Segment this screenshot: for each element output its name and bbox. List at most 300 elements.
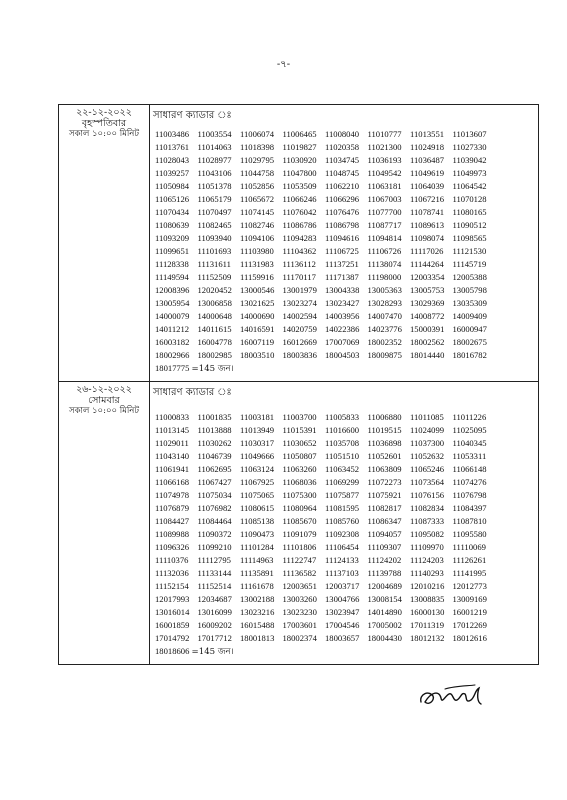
roll-number: 11080615 (240, 503, 275, 513)
roll-number: 18003657 (325, 633, 360, 643)
roll-number: 11096326 (155, 542, 190, 552)
roll-row (155, 284, 538, 297)
roll-number: 11070434 (155, 207, 190, 217)
roll-number: 18003510 (240, 350, 275, 360)
roll-number: 11003486 (155, 129, 190, 139)
roll-number: 11077700 (367, 207, 402, 217)
roll-number: 11086798 (325, 220, 360, 230)
roll-number: 11062210 (325, 181, 360, 191)
roll-number: 11011085 (410, 412, 444, 422)
roll-number: 11024099 (410, 425, 445, 435)
roll-number: 17011319 (410, 620, 445, 630)
roll-number: 11043106 (197, 168, 232, 178)
roll-number: 11152154 (155, 581, 189, 591)
roll-number: 11066148 (452, 464, 487, 474)
roll-row (155, 323, 538, 336)
roll-number: 11081595 (325, 503, 360, 513)
roll-number: 11030652 (282, 438, 317, 448)
roll-number: 18014440 (410, 350, 445, 360)
roll-number: 11094616 (325, 233, 360, 243)
roll-number: 11065246 (410, 464, 445, 474)
roll-number: 11036898 (367, 438, 402, 448)
roll-number: 11029011 (155, 438, 189, 448)
roll-number: 11095580 (452, 529, 487, 539)
roll-number: 14002594 (282, 311, 317, 321)
roll-number: 14011615 (197, 324, 232, 334)
roll-number: 11013145 (155, 425, 190, 435)
roll-number: 11063181 (367, 181, 402, 191)
session-row (59, 105, 539, 382)
roll-number: 18012132 (410, 633, 445, 643)
roll-number: 11086786 (282, 220, 317, 230)
roll-number: 11133144 (197, 568, 232, 578)
roll-number: 11076042 (282, 207, 317, 217)
roll-row (155, 310, 538, 323)
session-content-cell (150, 382, 539, 665)
roll-number: 11075034 (197, 490, 232, 500)
roll-number: 11093209 (155, 233, 190, 243)
roll-number: 11122747 (282, 555, 317, 565)
roll-number: 11138074 (367, 259, 402, 269)
roll-number: 11136112 (282, 259, 316, 269)
roll-number: 11020358 (325, 142, 360, 152)
roll-number: 11117026 (410, 246, 444, 256)
roll-number-grid (150, 411, 538, 645)
roll-number: 11063452 (325, 464, 360, 474)
roll-number: 11087717 (367, 220, 402, 230)
roll-number: 12017993 (155, 594, 190, 604)
roll-row (155, 437, 538, 450)
roll-number: 11063124 (240, 464, 275, 474)
roll-number: 11044758 (240, 168, 275, 178)
roll-number: 11082834 (410, 503, 445, 513)
roll-number: 17005002 (367, 620, 402, 630)
roll-number: 11091079 (282, 529, 317, 539)
signature-icon (415, 680, 495, 714)
roll-number: 11136582 (282, 568, 317, 578)
roll-number: 11072273 (367, 477, 402, 487)
roll-number: 11101284 (240, 542, 274, 552)
roll-number: 11089988 (155, 529, 190, 539)
roll-number: 13006858 (197, 298, 232, 308)
session-row (59, 382, 539, 665)
roll-row (155, 476, 538, 489)
last-roll-number: 18017775 (155, 363, 190, 373)
roll-number: 16012669 (282, 337, 317, 347)
roll-number: 11076879 (155, 503, 190, 513)
roll-number: 11073564 (410, 477, 445, 487)
roll-number: 11049542 (367, 168, 402, 178)
roll-row (155, 554, 538, 567)
roll-number: 16009202 (197, 620, 232, 630)
roll-number: 13023216 (240, 607, 275, 617)
roll-number: 13004338 (325, 285, 360, 295)
roll-number: 11008040 (325, 129, 360, 139)
roll-number: 11049666 (240, 451, 275, 461)
last-roll-number: 18018606 (155, 646, 190, 656)
roll-number: 11053311 (452, 451, 487, 461)
roll-number: 13005954 (155, 298, 190, 308)
roll-row (155, 424, 538, 437)
session-date: ২৬-১২-২০২২ (76, 384, 132, 395)
roll-number: 11090473 (240, 529, 275, 539)
roll-number: 14000690 (240, 311, 275, 321)
roll-number: 11084464 (197, 516, 232, 526)
roll-number: 11082465 (197, 220, 232, 230)
roll-number: 14003956 (325, 311, 360, 321)
roll-number: 11092308 (325, 529, 360, 539)
roll-number: 11019515 (367, 425, 402, 435)
roll-number: 18009875 (367, 350, 402, 360)
roll-row (155, 219, 538, 232)
session-date-cell (59, 105, 150, 382)
roll-number-grid (150, 128, 538, 362)
roll-number: 13008154 (367, 594, 402, 604)
roll-number: 16000130 (410, 607, 445, 617)
roll-row (155, 154, 538, 167)
roll-number: 11049619 (410, 168, 445, 178)
roll-row (155, 619, 538, 632)
roll-number: 11084397 (452, 503, 487, 513)
roll-number: 11171387 (325, 272, 359, 282)
roll-number: 11005833 (325, 412, 360, 422)
roll-number: 12010216 (410, 581, 445, 591)
roll-number: 11076156 (410, 490, 445, 500)
candidate-total: =145 জন। (191, 647, 234, 657)
roll-number: 11131983 (240, 259, 274, 269)
roll-number: 11050984 (155, 181, 190, 191)
roll-number: 13003260 (282, 594, 317, 604)
roll-row (155, 349, 538, 362)
roll-number: 11021300 (367, 142, 402, 152)
roll-number: 11053509 (282, 181, 317, 191)
roll-number: 11124133 (325, 555, 359, 565)
roll-number: 16001219 (452, 607, 487, 617)
session-time: সকাল ১০:০০ মিনিট (68, 129, 139, 139)
roll-number: 11099651 (155, 246, 190, 256)
roll-row (155, 297, 538, 310)
candidate-total: =145 জন। (191, 364, 234, 374)
roll-number: 11085760 (325, 516, 360, 526)
roll-number: 11087333 (410, 516, 445, 526)
roll-number: 11019827 (282, 142, 317, 152)
roll-number: 13028293 (367, 298, 402, 308)
roll-number: 11124203 (410, 555, 444, 565)
roll-row (155, 336, 538, 349)
roll-number: 11094283 (282, 233, 317, 243)
roll-number: 11094106 (240, 233, 275, 243)
roll-number: 11000833 (155, 412, 190, 422)
roll-number: 18002985 (197, 350, 232, 360)
roll-number: 11078741 (410, 207, 445, 217)
roll-number: 11043140 (155, 451, 190, 461)
roll-number: 14000079 (155, 311, 190, 321)
roll-number: 11028977 (197, 155, 232, 165)
roll-row (155, 180, 538, 193)
roll-number: 11030920 (282, 155, 317, 165)
roll-number: 11109307 (367, 542, 402, 552)
session-content-cell (150, 105, 539, 382)
roll-number: 17014792 (155, 633, 190, 643)
roll-row (155, 502, 538, 515)
roll-row (155, 245, 538, 258)
roll-number: 18012616 (452, 633, 487, 643)
roll-number: 18002675 (452, 337, 487, 347)
roll-number: 11149594 (155, 272, 189, 282)
roll-number: 11027330 (452, 142, 487, 152)
roll-number: 11090512 (452, 220, 487, 230)
roll-number: 13005798 (452, 285, 487, 295)
roll-row (155, 593, 538, 606)
roll-number: 11110376 (155, 555, 189, 565)
roll-number: 11112795 (197, 555, 231, 565)
roll-number: 11047800 (282, 168, 317, 178)
session-time: সকাল ১০:০০ মিনিট (68, 406, 139, 416)
roll-number: 11003554 (197, 129, 232, 139)
roll-number: 18003836 (282, 350, 317, 360)
roll-number: 18004503 (325, 350, 360, 360)
roll-number: 11052601 (367, 451, 402, 461)
roll-number: 11159916 (240, 272, 274, 282)
roll-number: 11068036 (282, 477, 317, 487)
total-line (150, 362, 538, 381)
roll-number: 18016782 (452, 350, 487, 360)
roll-number: 12012773 (452, 581, 487, 591)
roll-number: 11066296 (325, 194, 360, 204)
roll-number: 13023427 (325, 298, 360, 308)
roll-number: 11106725 (325, 246, 359, 256)
roll-number: 16004778 (197, 337, 232, 347)
roll-number: 11067925 (240, 477, 275, 487)
roll-row (155, 450, 538, 463)
roll-number: 11064039 (410, 181, 445, 191)
roll-number: 11104362 (282, 246, 317, 256)
roll-number: 11013607 (452, 129, 487, 139)
roll-row (155, 141, 538, 154)
roll-number: 16001859 (155, 620, 190, 630)
roll-number: 11052856 (240, 181, 275, 191)
roll-number: 11106454 (325, 542, 359, 552)
roll-row (155, 167, 538, 180)
roll-row (155, 528, 538, 541)
roll-number: 13005363 (367, 285, 402, 295)
roll-number: 11018398 (240, 142, 275, 152)
roll-number: 11035708 (325, 438, 360, 448)
roll-number: 11144264 (410, 259, 444, 269)
roll-number: 11109970 (410, 542, 444, 552)
roll-row (155, 515, 538, 528)
roll-number: 11065126 (155, 194, 190, 204)
roll-number: 11086347 (367, 516, 402, 526)
roll-number: 11080165 (452, 207, 487, 217)
roll-number: 12003354 (410, 272, 445, 282)
roll-number: 13001979 (282, 285, 317, 295)
roll-number: 14011212 (155, 324, 190, 334)
roll-number: 14007470 (367, 311, 402, 321)
roll-number: 11013888 (197, 425, 232, 435)
roll-number: 11114963 (240, 555, 274, 565)
total-line (150, 645, 538, 664)
roll-number: 11067003 (367, 194, 402, 204)
roll-number: 11152509 (197, 272, 232, 282)
roll-number: 11076798 (452, 490, 487, 500)
roll-row (155, 193, 538, 206)
roll-number: 11050807 (282, 451, 317, 461)
roll-number: 14009409 (452, 311, 487, 321)
roll-number: 11080639 (155, 220, 190, 230)
roll-number: 11075065 (240, 490, 275, 500)
roll-number: 17017712 (197, 633, 232, 643)
roll-number: 11087810 (452, 516, 487, 526)
roll-number: 11085670 (282, 516, 317, 526)
roll-number: 11082817 (367, 503, 402, 513)
roll-number: 11034745 (325, 155, 360, 165)
roll-number: 11063809 (367, 464, 402, 474)
roll-number: 11131611 (197, 259, 231, 269)
roll-number: 11128338 (155, 259, 189, 269)
roll-number: 11098074 (410, 233, 445, 243)
roll-number: 11037300 (410, 438, 445, 448)
roll-number: 17007069 (325, 337, 360, 347)
roll-number: 13023230 (282, 607, 317, 617)
session-date-cell (59, 382, 150, 665)
roll-number: 12020452 (197, 285, 232, 295)
roll-number: 11141995 (452, 568, 487, 578)
roll-number: 13005753 (410, 285, 445, 295)
roll-number: 13016014 (155, 607, 190, 617)
roll-row (155, 489, 538, 502)
roll-number: 11069299 (325, 477, 360, 487)
roll-number: 11052632 (410, 451, 445, 461)
roll-number: 11098565 (452, 233, 487, 243)
roll-number: 11006074 (240, 129, 275, 139)
roll-number: 11095082 (410, 529, 445, 539)
roll-number: 11084427 (155, 516, 190, 526)
roll-number: 12003717 (325, 581, 360, 591)
roll-number: 11030262 (197, 438, 232, 448)
roll-number: 15000391 (410, 324, 445, 334)
roll-number: 11198000 (367, 272, 402, 282)
roll-number: 12008396 (155, 285, 190, 295)
roll-number: 11051510 (325, 451, 360, 461)
roll-row (155, 258, 538, 271)
roll-number: 14008772 (410, 311, 445, 321)
cadre-label: সাধারণ ক্যাডার ঃ (153, 110, 232, 121)
roll-number: 12004689 (367, 581, 402, 591)
roll-number: 13029369 (410, 298, 445, 308)
roll-number: 11063260 (282, 464, 317, 474)
roll-number: 13021625 (240, 298, 275, 308)
roll-number: 11024918 (410, 142, 445, 152)
roll-number: 11006465 (282, 129, 317, 139)
roll-row (155, 632, 538, 645)
roll-number: 16000947 (452, 324, 487, 334)
roll-number: 18002562 (410, 337, 445, 347)
roll-number: 11067427 (197, 477, 232, 487)
roll-number: 11028043 (155, 155, 190, 165)
roll-number: 11046739 (197, 451, 232, 461)
roll-number: 11124202 (367, 555, 402, 565)
cadre-label: সাধারণ ক্যাডার ঃ (153, 387, 232, 398)
roll-row (155, 411, 538, 424)
roll-number: 16015488 (240, 620, 275, 630)
roll-number: 11064542 (452, 181, 487, 191)
roll-number: 11093940 (197, 233, 232, 243)
roll-row (155, 606, 538, 619)
roll-number: 11101806 (282, 542, 317, 552)
roll-row (155, 271, 538, 284)
roll-number: 11030317 (240, 438, 275, 448)
roll-number: 11161678 (240, 581, 274, 591)
roll-number: 13002188 (240, 594, 275, 604)
roll-number: 11039257 (155, 168, 190, 178)
roll-number: 11075877 (325, 490, 360, 500)
roll-number: 11121530 (452, 246, 487, 256)
roll-number: 11082746 (240, 220, 275, 230)
roll-number: 11103980 (240, 246, 274, 256)
roll-number: 11039042 (452, 155, 487, 165)
roll-row (155, 206, 538, 219)
roll-number: 14020759 (282, 324, 317, 334)
roll-number: 11070128 (452, 194, 487, 204)
session-day: সোমবার (88, 395, 120, 406)
roll-number: 11040345 (452, 438, 487, 448)
roll-number: 11080964 (282, 503, 317, 513)
roll-number: 11074145 (240, 207, 275, 217)
roll-number: 18001813 (240, 633, 275, 643)
roll-number: 11106726 (367, 246, 402, 256)
roll-number: 11048745 (325, 168, 360, 178)
roll-number: 13008835 (410, 594, 445, 604)
roll-number: 18002352 (367, 337, 402, 347)
roll-number: 11065672 (240, 194, 275, 204)
roll-number: 18002374 (282, 633, 317, 643)
roll-number: 11003181 (240, 412, 275, 422)
roll-number: 11066168 (155, 477, 190, 487)
roll-number: 18002966 (155, 350, 190, 360)
roll-number: 11094814 (367, 233, 402, 243)
roll-number: 11137251 (325, 259, 359, 269)
roll-row (155, 580, 538, 593)
roll-number: 14022386 (325, 324, 360, 334)
page-number: -৭- (276, 59, 291, 70)
roll-number: 12005388 (452, 272, 487, 282)
roll-number: 11016600 (325, 425, 360, 435)
exam-schedule-table (58, 104, 539, 665)
roll-number: 14000648 (197, 311, 232, 321)
roll-number: 11132036 (155, 568, 189, 578)
roll-number: 11010777 (367, 129, 402, 139)
roll-number: 11101693 (197, 246, 232, 256)
roll-number: 13035309 (452, 298, 487, 308)
roll-number: 11029795 (240, 155, 275, 165)
roll-number: 11013761 (155, 142, 190, 152)
roll-number: 11062695 (197, 464, 232, 474)
roll-number: 11145719 (452, 259, 487, 269)
roll-number: 11013949 (240, 425, 275, 435)
roll-number: 11001835 (197, 412, 232, 422)
roll-number: 11006880 (367, 412, 402, 422)
roll-number: 13023274 (282, 298, 317, 308)
roll-number: 11036487 (410, 155, 445, 165)
roll-row (155, 567, 538, 580)
roll-number: 11137103 (325, 568, 359, 578)
roll-number: 11074276 (452, 477, 487, 487)
roll-number: 11015391 (282, 425, 317, 435)
roll-number: 11036193 (367, 155, 402, 165)
roll-number: 11066246 (282, 194, 317, 204)
roll-number: 11085138 (240, 516, 275, 526)
